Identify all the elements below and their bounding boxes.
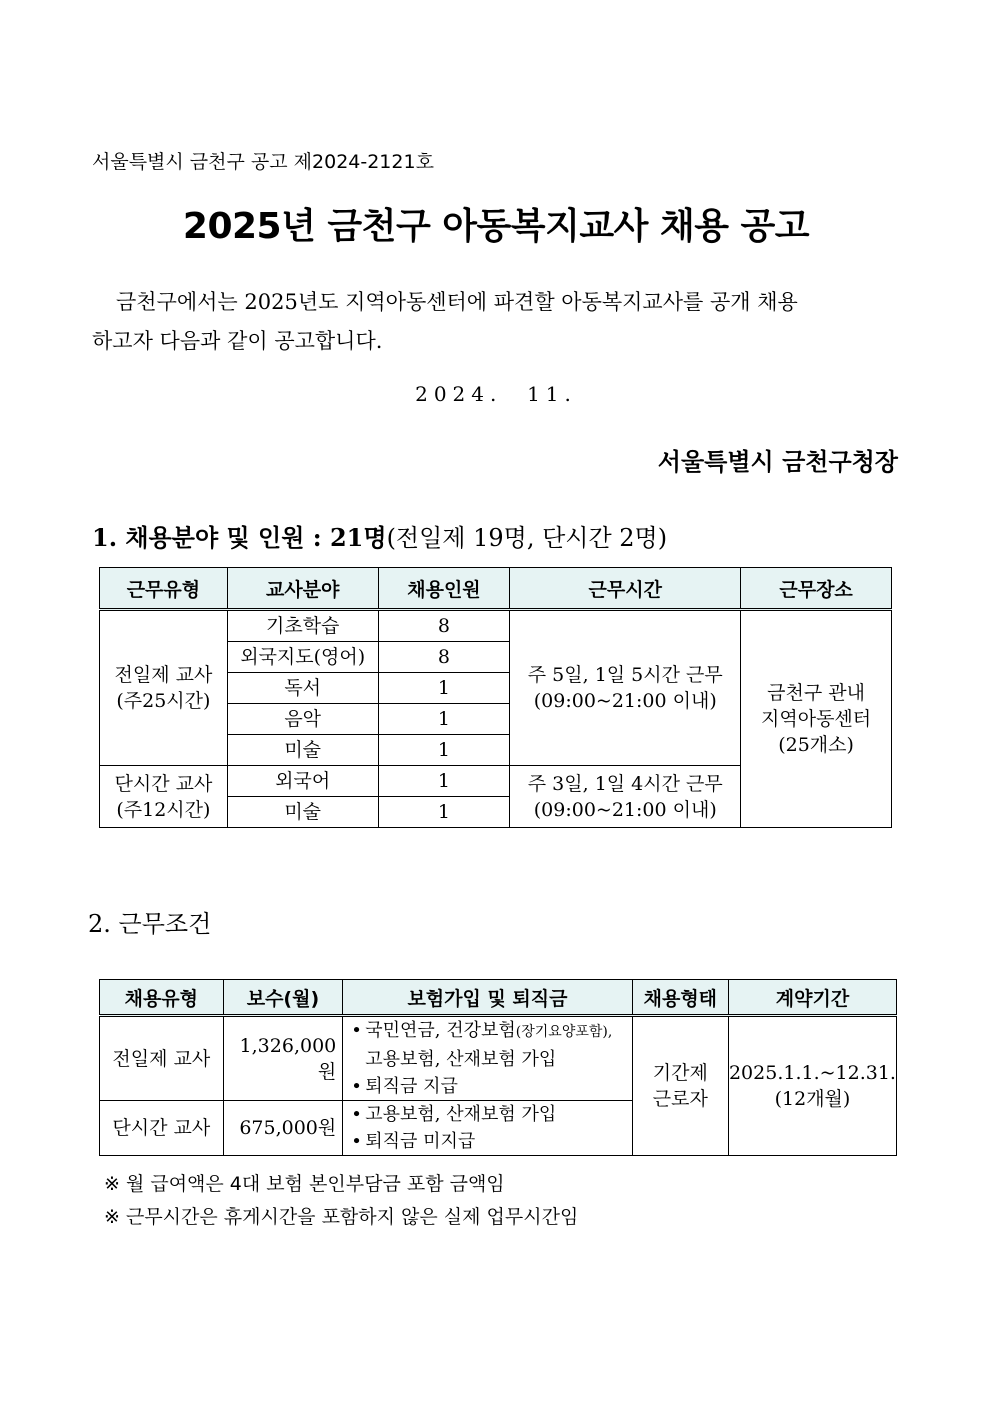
field-cell: 미술 <box>227 735 378 766</box>
header-pay: 보수(월) <box>223 980 343 1016</box>
employment-form-line-1: 기간제 <box>652 1062 708 1084</box>
location-line-3: (25개소) <box>778 734 854 756</box>
field-cell: 기초학습 <box>227 610 378 642</box>
location-line-1: 금천구 관내 <box>767 682 865 704</box>
insurance-cell <box>343 1016 632 1101</box>
signer: 서울특별시 금천구청장 <box>657 447 898 476</box>
field-cell: 외국지도(영어) <box>227 642 378 673</box>
section1-heading-bold: 1. 채용분야 및 인원 : 21명 <box>92 523 387 552</box>
employment-form-line-2: 근로자 <box>652 1088 708 1110</box>
footnote: ※ 월 급여액은 4대 보험 본인부담금 포함 금액임 <box>104 1173 505 1195</box>
notice-number: 서울특별시 금천구 공고 제2024-2121호 <box>92 151 434 173</box>
work-type-hours: (주12시간) <box>116 798 211 821</box>
bullet-icon: • <box>351 1020 362 1041</box>
field-cell: 미술 <box>227 797 378 828</box>
insurance-note: (장기요양포함), <box>515 1024 613 1040</box>
recruitment-table <box>99 567 892 828</box>
insurance-cell <box>343 1101 632 1156</box>
header-work-hours: 근무시간 <box>510 568 741 610</box>
insurance-item <box>351 1128 631 1155</box>
intro-line-1: 금천구에서는 2025년도 지역아동센터에 파견할 아동복지교사를 공개 채용 <box>116 290 798 314</box>
conditions-table <box>99 979 897 1156</box>
table-row <box>100 610 892 642</box>
pay-cell: 1,326,000원 <box>223 1016 343 1101</box>
field-cell: 독서 <box>227 673 378 704</box>
footnotes <box>104 1168 578 1234</box>
header-headcount: 채용인원 <box>378 568 510 610</box>
notice-date: 2024. 11. <box>415 382 577 406</box>
location-line-2: 지역아동센터 <box>761 708 872 730</box>
work-type-label: 단시간 교사 <box>114 772 213 795</box>
header-employment-form: 채용형태 <box>632 980 728 1016</box>
work-type-parttime <box>100 766 228 828</box>
hours-parttime <box>510 766 741 828</box>
count-cell: 8 <box>378 642 510 673</box>
work-location <box>741 610 892 828</box>
severance-text: 퇴직금 지급 <box>365 1076 458 1097</box>
insurance-item <box>351 1017 631 1046</box>
hours-schedule: 주 5일, 1일 5시간 근무 <box>527 664 723 686</box>
count-cell: 1 <box>378 704 510 735</box>
employment-form-cell <box>632 1016 728 1156</box>
field-cell: 음악 <box>227 704 378 735</box>
table-header-row <box>100 568 892 610</box>
header-teacher-field: 교사분야 <box>227 568 378 610</box>
header-work-type: 근무유형 <box>100 568 228 610</box>
insurance-item <box>351 1101 631 1128</box>
count-cell: 8 <box>378 610 510 642</box>
insurance-text: 국민연금, 건강보험 <box>365 1020 516 1041</box>
hours-range: (09:00~21:00 이내) <box>533 690 717 712</box>
header-employment-type: 채용유형 <box>100 980 224 1016</box>
header-work-location: 근무장소 <box>741 568 892 610</box>
hours-range: (09:00~21:00 이내) <box>533 798 717 821</box>
table-header-row <box>100 980 897 1016</box>
insurance-item-cont: 고용보험, 산재보험 가입 <box>365 1049 557 1070</box>
header-contract-period: 계약기간 <box>728 980 896 1016</box>
work-type-label: 전일제 교사 <box>114 664 213 686</box>
section1-heading-detail: (전일제 19명, 단시간 2명) <box>386 524 668 552</box>
count-cell: 1 <box>378 766 510 797</box>
contract-dates: 2025.1.1.~12.31. <box>728 1062 896 1084</box>
intro-paragraph <box>92 283 902 361</box>
count-cell: 1 <box>378 797 510 828</box>
intro-line-2: 하고자 다음과 같이 공고합니다. <box>92 329 383 353</box>
bullet-icon: • <box>351 1104 362 1125</box>
employment-type-cell: 단시간 교사 <box>100 1101 224 1156</box>
count-cell: 1 <box>378 673 510 704</box>
severance-text: 퇴직금 미지급 <box>365 1131 476 1152</box>
contract-months: (12개월) <box>774 1088 851 1110</box>
employment-type-cell: 전일제 교사 <box>100 1016 224 1101</box>
table-row <box>100 1016 897 1101</box>
work-type-hours: (주25시간) <box>116 690 211 712</box>
count-cell: 1 <box>378 735 510 766</box>
bullet-icon: • <box>351 1131 362 1152</box>
pay-cell: 675,000원 <box>223 1101 343 1156</box>
footnote: ※ 근무시간은 휴게시간을 포함하지 않은 실제 업무시간임 <box>104 1206 579 1228</box>
insurance-text: 고용보험, 산재보험 가입 <box>365 1104 557 1125</box>
field-cell: 외국어 <box>227 766 378 797</box>
section2-heading: 2. 근무조건 <box>88 910 212 938</box>
section1-heading <box>92 518 667 553</box>
work-type-fulltime <box>100 610 228 766</box>
insurance-item <box>351 1073 631 1100</box>
hours-fulltime <box>510 610 741 766</box>
page-title: 2025년 금천구 아동복지교사 채용 공고 <box>182 206 810 247</box>
hours-schedule: 주 3일, 1일 4시간 근무 <box>527 772 723 795</box>
contract-period-cell <box>728 1016 896 1156</box>
bullet-icon: • <box>351 1076 362 1097</box>
header-insurance: 보험가입 및 퇴직금 <box>343 980 632 1016</box>
